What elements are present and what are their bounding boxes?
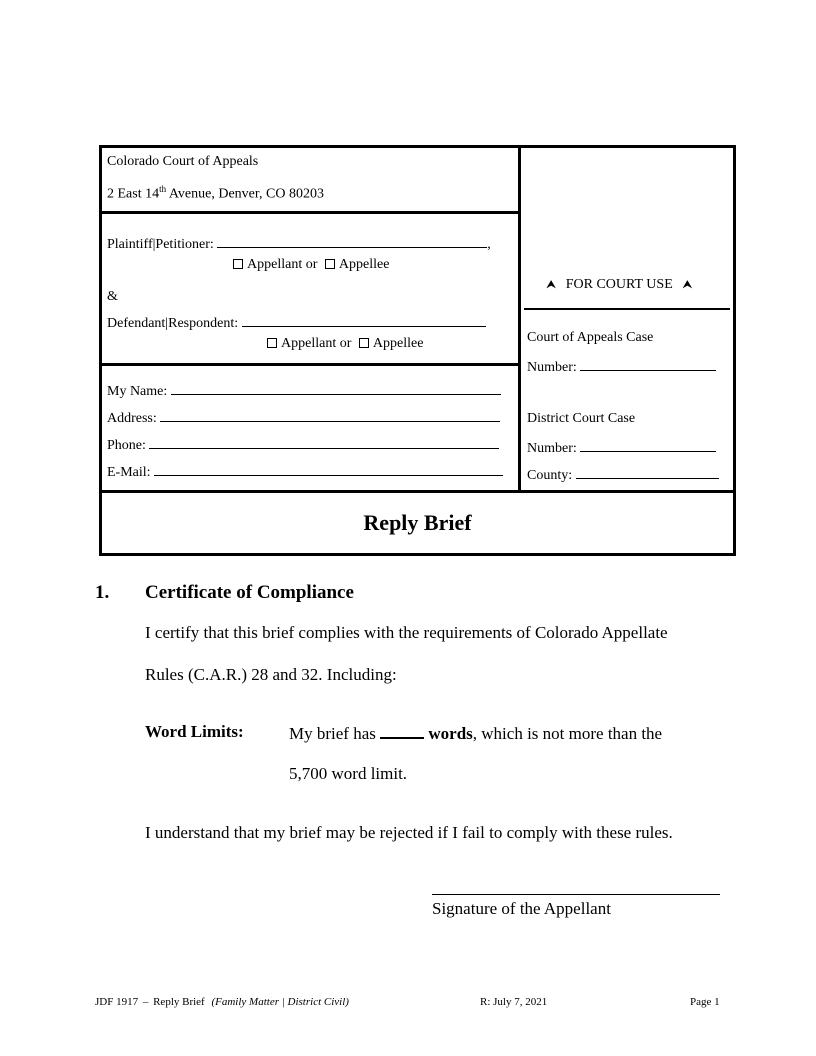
defendant-appellee-checkbox[interactable] [359, 338, 369, 348]
court-address: 2 East 14th Avenue, Denver, CO 80203 [107, 184, 324, 202]
court-name: Colorado Court of Appeals [107, 154, 259, 169]
defendant-role-options: Appellant or Appellee [267, 336, 423, 352]
plaintiff-appellant-checkbox[interactable] [233, 259, 243, 269]
caption-vertical-divider [518, 145, 521, 493]
caption-divider-2 [99, 363, 521, 366]
court-use-divider [524, 308, 730, 310]
defendant-name-field[interactable] [242, 313, 486, 327]
section-number: 1. [95, 582, 110, 603]
defendant-appellant-checkbox[interactable] [267, 338, 277, 348]
phone-field[interactable] [149, 435, 499, 449]
section-heading: Certificate of Compliance [145, 582, 354, 603]
footer-revision: R: July 7, 2021 [480, 996, 548, 1008]
up-arrow-icon: ⮝ [546, 277, 557, 291]
address-row: Address: [107, 408, 500, 427]
district-case-label: District Court Case [527, 411, 636, 426]
phone-row: Phone: [107, 435, 499, 454]
coa-case-number-row: Number: [527, 357, 716, 376]
county-row: County: [527, 465, 719, 484]
county-field[interactable] [576, 465, 719, 479]
caption-divider-3 [99, 490, 736, 493]
caption-divider-1 [99, 211, 521, 214]
court-use-label: ⮝ FOR COURT USE ⮝ [546, 277, 693, 292]
word-limits-label: Word Limits: [145, 722, 244, 741]
footer-form-info: JDF 1917 – Reply Brief (Family Matter | District Civil) [95, 996, 349, 1008]
word-count-field[interactable] [380, 722, 424, 739]
word-limit-line-2: 5,700 word limit. [289, 764, 408, 783]
email-field[interactable] [154, 462, 503, 476]
email-row: E-Mail: [107, 462, 503, 481]
word-limits-statement: My brief has words, which is not more than the [289, 724, 663, 743]
district-case-number-field[interactable] [580, 438, 716, 452]
plaintiff-name-field[interactable] [217, 234, 487, 248]
rejection-notice: I understand that my brief may be rejected if I fail to comply with these rules. [145, 823, 673, 842]
plaintiff-appellee-checkbox[interactable] [325, 259, 335, 269]
address-field[interactable] [160, 408, 500, 422]
my-name-field[interactable] [171, 381, 501, 395]
coa-case-label: Court of Appeals Case [527, 330, 654, 345]
my-name-row: My Name: [107, 381, 501, 400]
certify-line-1: I certify that this brief complies with the requirements of Colorado Appellate [145, 623, 668, 642]
ampersand: & [107, 289, 118, 304]
document-title: Reply Brief [363, 510, 472, 535]
signature-line[interactable] [432, 894, 720, 895]
coa-case-number-field[interactable] [580, 357, 716, 371]
up-arrow-icon: ⮝ [682, 277, 693, 291]
district-case-number-row: Number: [527, 438, 716, 457]
signature-label: Signature of the Appellant [432, 899, 611, 918]
defendant-row: Defendant|Respondent: [107, 313, 486, 332]
certify-line-2: Rules (C.A.R.) 28 and 32. Including: [145, 665, 397, 684]
plaintiff-role-options: Appellant or Appellee [233, 257, 389, 273]
plaintiff-row: Plaintiff|Petitioner: , [107, 234, 491, 253]
footer-page: Page 1 [690, 996, 720, 1008]
